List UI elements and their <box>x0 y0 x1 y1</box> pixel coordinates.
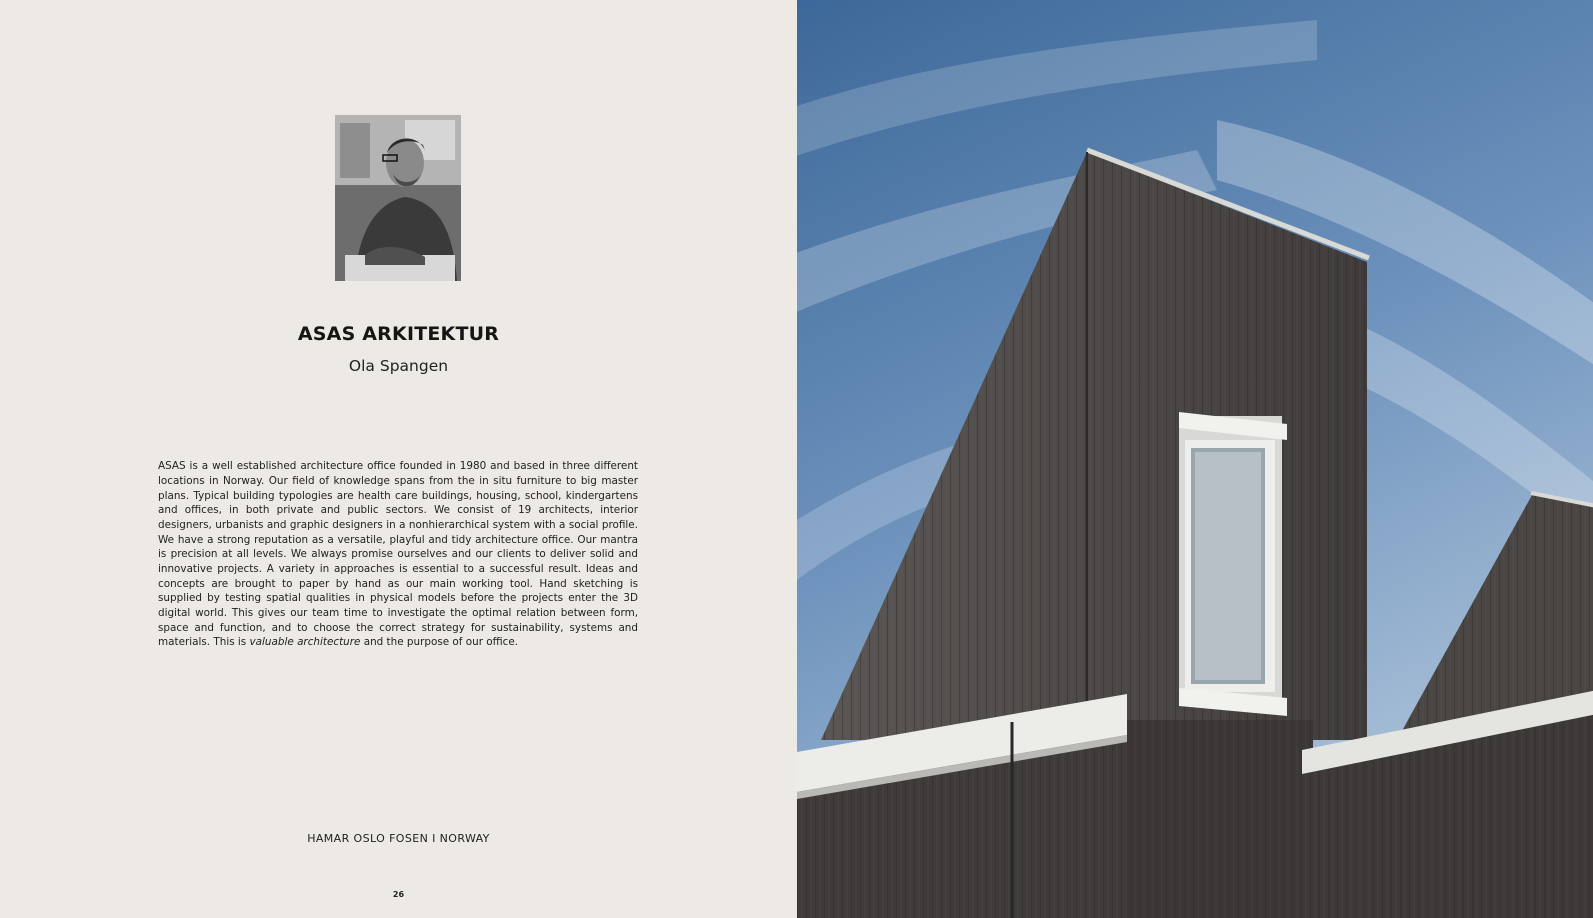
firm-description <box>158 459 638 650</box>
office-locations: HAMAR OSLO FOSEN I NORWAY <box>307 832 490 845</box>
description-emphasis: valuable architecture <box>249 636 361 649</box>
timber-house-illustration <box>797 0 1593 918</box>
building-photo <box>797 0 1593 918</box>
architect-name: Ola Spangen <box>348 357 449 375</box>
firm-name-heading: ASAS ARKITEKTUR <box>297 323 500 345</box>
description-text-end: and the purpose of our office. <box>360 636 519 649</box>
page-number: 26 <box>392 890 405 899</box>
portrait-illustration <box>335 115 461 281</box>
description-text: ASAS is a well established architecture office founded in 1980 and based in three different locations in Norway. Our field of knowledge spans from the in situ furniture to big master plans. Typical building typologies are health care buildings, housing, school, kindergartens and offices, in both private and public sectors. We consist of 19 architects, interior designers, urbanists and graphic designers in a nonhierarchical system with a social profile. We have a strong reputation as a versatile, playful and tidy architecture office. Our mantra is precision at all levels. We always promise ourselves and our clients to deliver solid and innovative projects. A variety in approaches is essential to a successful result. Ideas and concepts are brought to paper by hand as our main working tool. Hand sketching is supplied by testing spatial qualities in physical models before the projects enter the 3D digital world. This gives our team time to investigate the optimal relation between form, space and function, and to choose the correct strategy for sustainability, systems and materials. This is <box>158 460 638 649</box>
architect-portrait-photo <box>335 115 461 281</box>
